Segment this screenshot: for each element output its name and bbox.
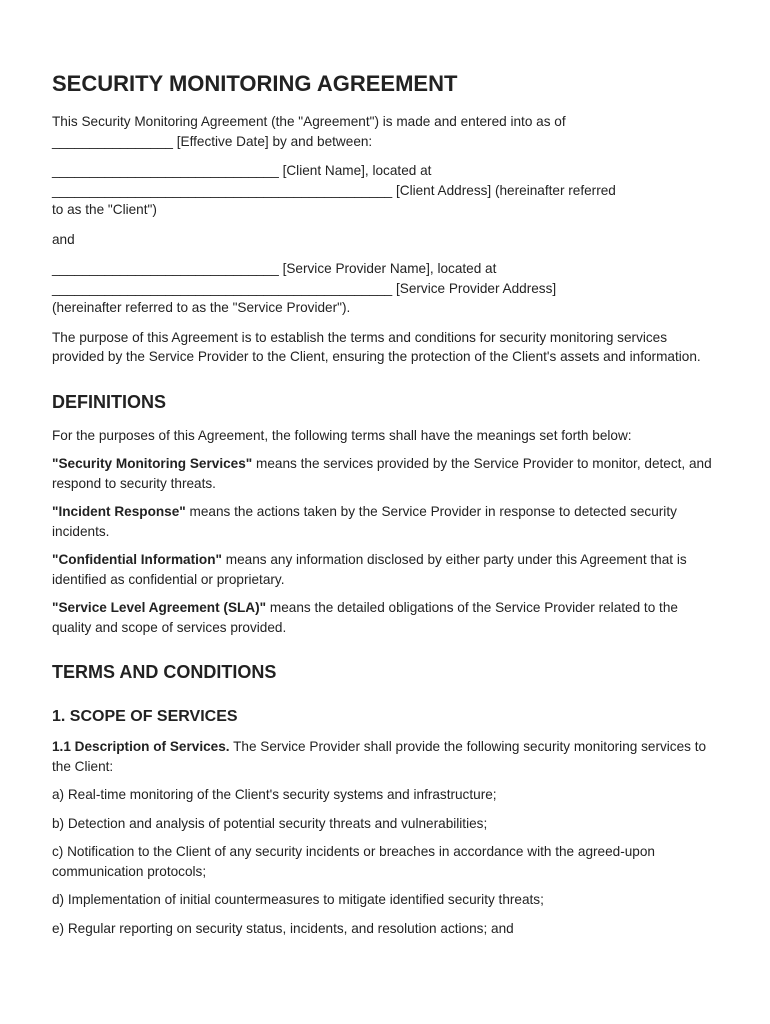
client-line-2: _____________________________________________ [Client Address] (hereinafter referred: [52, 182, 616, 198]
definition-text: means the detailed obligations of the Service Provider related to the quality and scope of services provided.: [52, 600, 678, 635]
services-description-label: 1.1 Description of Services.: [52, 739, 230, 754]
definition-security-monitoring: [52, 454, 720, 493]
service-item-b: b) Detection and analysis of potential security threats and vulnerabilities;: [52, 815, 488, 831]
definition-confidential-info: [52, 550, 720, 589]
document-page: [52, 70, 720, 938]
definition-term: "Service Level Agreement (SLA)": [52, 600, 267, 615]
definitions-intro: For the purposes of this Agreement, the following terms shall have the meanings set forth below:: [52, 427, 632, 443]
services-description: [52, 737, 720, 776]
provider-line-3: (hereinafter referred to as the "Service Provider").: [52, 300, 351, 315]
section-1-heading: 1. SCOPE OF SERVICES: [52, 708, 238, 725]
document-title: SECURITY MONITORING AGREEMENT: [52, 71, 458, 96]
definition-term: "Security Monitoring Services": [52, 456, 253, 471]
definitions-heading: DEFINITIONS: [52, 391, 167, 412]
client-line-1: ______________________________ [Client Name], located at: [52, 163, 432, 178]
purpose-paragraph: The purpose of this Agreement is to establish the terms and conditions for security monitoring services provided by the Service Provider to the Client, ensuring the protection of the Client's assets and information.: [52, 329, 701, 364]
client-line-3: to as the "Client"): [52, 202, 157, 217]
service-item-e: e) Regular reporting on security status, incidents, and resolution actions; and: [52, 920, 514, 936]
definition-text: means the services provided by the Service Provider to monitor, detect, and respond to security threats.: [52, 456, 712, 491]
definition-text: means any information disclosed by either party under this Agreement that is identified as confidential or proprietary.: [52, 552, 687, 587]
definition-term: "Confidential Information": [52, 552, 222, 567]
definition-term: "Incident Response": [52, 504, 186, 519]
intro-line-1: This Security Monitoring Agreement (the "Agreement") is made and entered into as of: [52, 114, 566, 129]
terms-heading: TERMS AND CONDITIONS: [52, 662, 277, 682]
service-item-a: a) Real-time monitoring of the Client's security systems and infrastructure;: [52, 787, 497, 802]
provider-line-1: ______________________________ [Service Provider Name], located at: [52, 261, 497, 276]
definition-sla: [52, 598, 720, 637]
and-text: and: [52, 231, 75, 247]
definition-text: means the actions taken by the Service Provider in response to detected security incidents.: [52, 504, 677, 539]
intro-line-2: ________________ [Effective Date] by and between:: [52, 133, 373, 149]
service-item-c: c) Notification to the Client of any security incidents or breaches in accordance with the agreed-upon communication protocols;: [52, 844, 655, 879]
service-item-d: d) Implementation of initial countermeasures to mitigate identified security threats;: [52, 892, 544, 907]
provider-line-2: _____________________________________________ [Service Provider Address]: [52, 280, 557, 296]
services-description-text: The Service Provider shall provide the following security monitoring services to the Client:: [52, 739, 707, 774]
definition-incident-response: [52, 502, 720, 541]
